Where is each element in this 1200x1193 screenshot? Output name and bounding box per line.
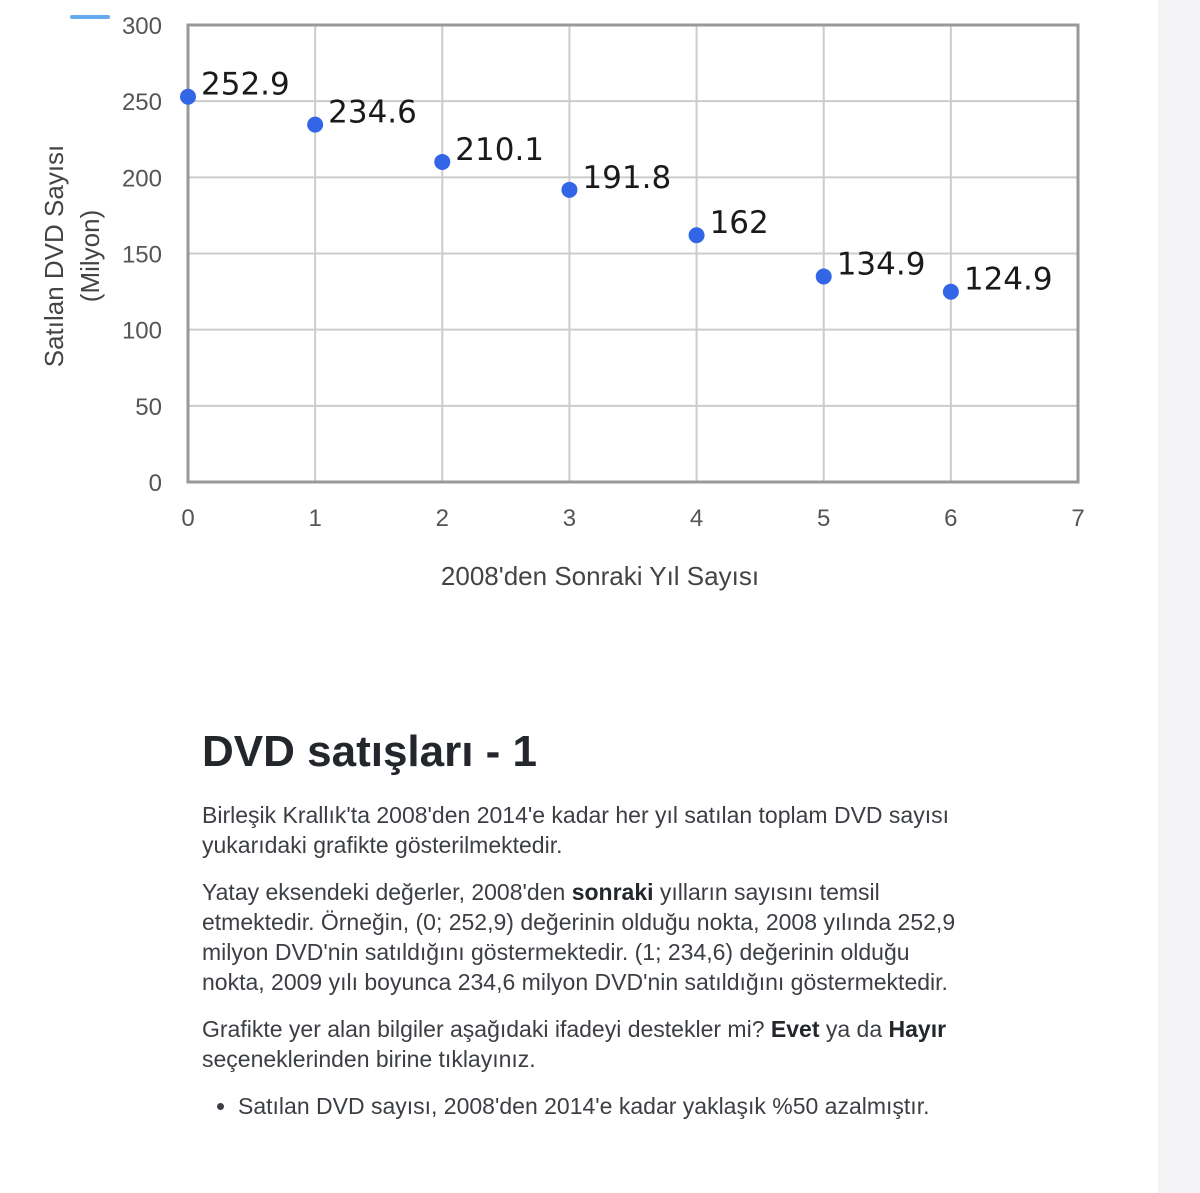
page-right-margin [1158,0,1200,1193]
x-tick-label: 0 [181,505,195,532]
y-axis-label: Satılan DVD Sayısı [39,144,69,368]
x-tick-label: 5 [817,505,831,532]
x-tick-label: 3 [562,505,577,532]
legend-swatch [70,15,110,19]
data-point [561,182,577,198]
data-point [307,117,323,133]
question-panel [202,722,972,1121]
intro-paragraph: Birleşik Krallık'ta 2008'den 2014'e kadar her yıl satılan toplam DVD sayısı yukarıdaki grafikte gösterilmektedir. [202,802,949,858]
instruction-text-rest: seçeneklerinden birine tıklayınız. [202,1046,536,1072]
option-hayir-label: Hayır [888,1016,947,1042]
data-label: 234.6 [328,94,417,131]
y-axis-label-unit: (Milyon) [75,209,105,303]
statement-item: • Satılan DVD sayısı, 2008'den 2014'e kadar yaklaşık %50 azalmıştır. [238,1091,972,1121]
data-label: 210.1 [455,131,545,168]
data-point [689,227,705,243]
explanation-paragraph [202,877,972,997]
data-point [943,284,959,300]
data-label: 124.9 [963,261,1053,298]
data-label: 252.9 [201,66,290,103]
explanation-text: Yatay eksendeki değerler, 2008'den [202,879,572,905]
data-point [434,154,450,170]
x-tick-label: 7 [1071,505,1085,532]
y-tick-label: 50 [135,393,162,421]
question-title: DVD satışları - 1 [202,727,538,776]
data-label: 191.8 [582,159,672,196]
statement-list [202,1091,972,1121]
y-tick-label: 150 [121,241,162,269]
option-evet-label: Evet [770,1016,820,1042]
emphasis-sonraki: sonraki [571,879,654,905]
x-axis-label: 2008'den Sonraki Yıl Sayısı [440,561,760,591]
data-label: 162 [709,205,769,242]
y-tick-label: 100 [121,317,162,345]
y-tick-label: 0 [148,470,162,497]
data-point [180,89,196,105]
explanation-text-rest: yılların sayısını temsil etmektedir. Örneğin, (0; 252,9) değerinin olduğu nokta, 2008 yılında 252,9 milyon DVD'nin satıldığını göstermektedir. (1; 234,6) değerinin olduğu nokta, 2009 yılı boyunca 234,6 milyon DVD'nin satıldığını göstermektedir. [202,879,956,995]
instruction-text: Grafikte yer alan bilgiler aşağıdaki ifadeyi destekler mi? [202,1016,771,1042]
y-tick-label: 200 [121,165,162,193]
instruction-connector: ya da [819,1016,889,1042]
x-tick-label: 6 [944,505,958,532]
instruction-paragraph [202,1014,972,1074]
y-tick-label: 300 [121,13,162,40]
x-tick-label: 1 [308,505,322,532]
x-tick-label: 4 [689,505,704,532]
y-tick-label: 250 [121,89,162,117]
x-tick-label: 2 [435,505,449,532]
data-point [816,269,832,285]
data-label: 134.9 [836,246,926,283]
